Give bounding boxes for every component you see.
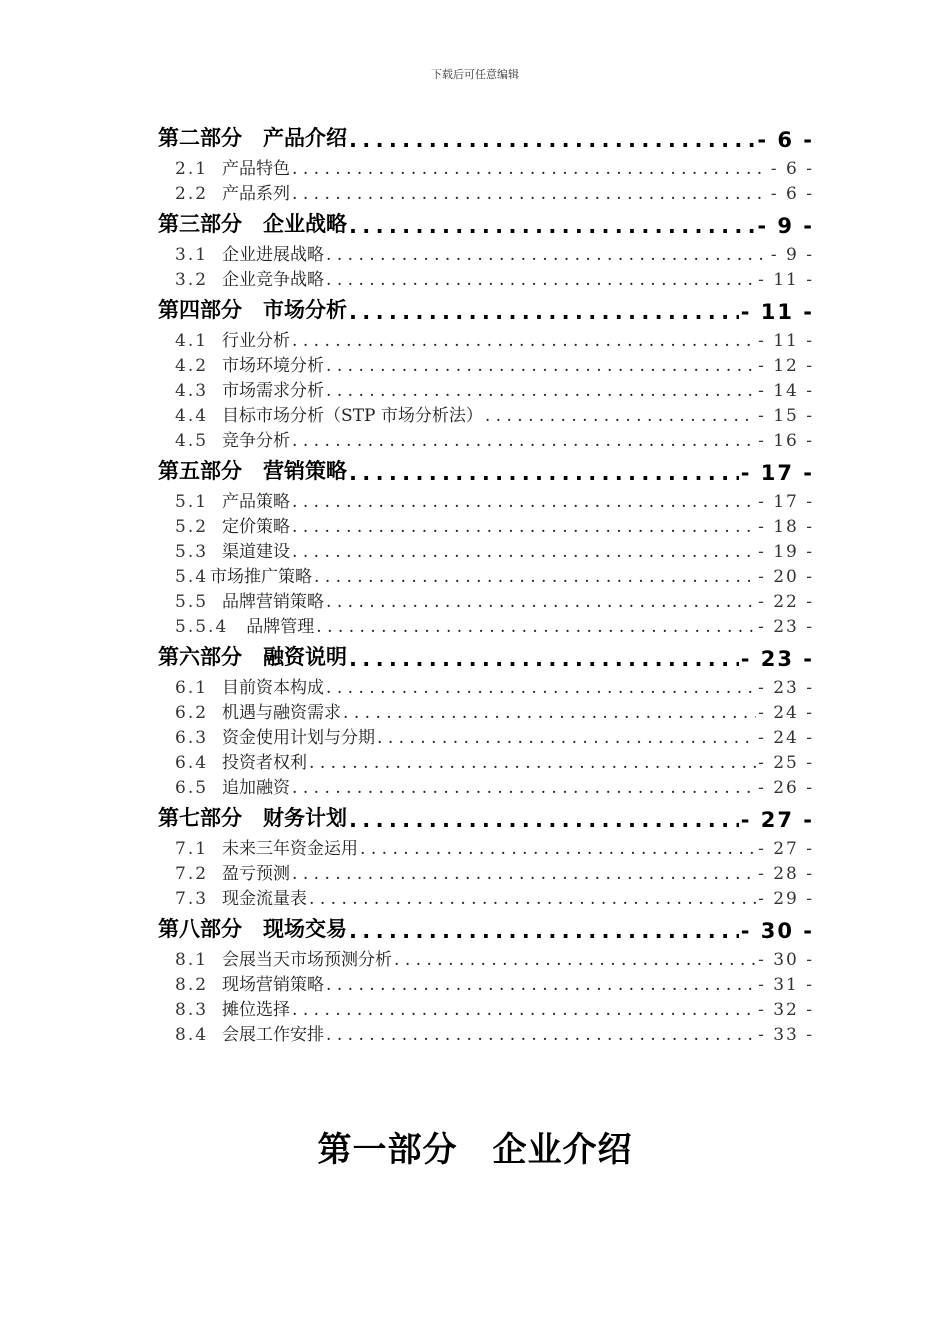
toc-entry-label	[175, 1020, 324, 1045]
toc-part-entry[interactable]	[158, 451, 814, 485]
toc-entry-label	[158, 802, 347, 832]
toc-section-number: 4.5	[175, 431, 209, 451]
toc-section-number: 6.5	[175, 778, 209, 798]
toc-dot-leader	[292, 864, 756, 884]
toc-section-entry[interactable]	[158, 587, 814, 612]
toc-entry-label	[175, 859, 290, 884]
toc-section-entry[interactable]	[158, 970, 814, 995]
toc-part-entry[interactable]	[158, 909, 814, 943]
toc-entry-title: 未来三年资金运用	[222, 839, 359, 859]
toc-section-entry[interactable]	[158, 562, 814, 587]
toc-entry-title: 盈亏预测	[222, 864, 291, 884]
toc-entry-title: 第七部分 财务计划	[158, 806, 347, 830]
toc-entry-label	[175, 698, 341, 723]
toc-section-entry[interactable]	[158, 673, 814, 698]
toc-dot-leader	[326, 356, 756, 376]
toc-entry-title: 渠道建设	[222, 542, 291, 562]
toc-dot-leader	[309, 753, 756, 773]
toc-page-number: - 11 -	[758, 270, 814, 290]
toc-entry-label	[175, 326, 290, 351]
toc-entry-title: 会展当天市场预测分析	[222, 950, 393, 970]
toc-entry-title: 竞争分析	[222, 431, 291, 451]
toc-section-number: 5.3	[175, 542, 209, 562]
toc-section-number: 2.1	[175, 159, 209, 179]
toc-section-entry[interactable]	[158, 179, 814, 204]
toc-page-number: - 15 -	[758, 406, 814, 426]
toc-entry-label	[175, 673, 324, 698]
toc-section-entry[interactable]	[158, 537, 814, 562]
toc-entry-label	[175, 773, 290, 798]
toc-entry-label	[175, 154, 290, 179]
toc-section-entry[interactable]	[158, 698, 814, 723]
toc-entry-title: 第三部分 企业战略	[158, 212, 347, 236]
toc-dot-leader	[314, 567, 756, 587]
toc-section-entry[interactable]	[158, 240, 814, 265]
toc-section-number: 8.4	[175, 1025, 209, 1045]
toc-entry-label	[158, 455, 347, 485]
toc-page-number: - 23 -	[740, 647, 814, 671]
toc-entry-title: 目标市场分析（STP 市场分析法）	[222, 406, 483, 426]
toc-page-number: - 20 -	[758, 567, 814, 587]
toc-page-number: - 18 -	[758, 517, 814, 537]
toc-page-number: - 29 -	[758, 889, 814, 909]
toc-dot-leader	[349, 300, 739, 324]
toc-part-entry[interactable]	[158, 204, 814, 238]
toc-section-entry[interactable]	[158, 326, 814, 351]
toc-section-entry[interactable]	[158, 376, 814, 401]
toc-entry-label	[175, 587, 324, 612]
toc-entry-title: 品牌管理	[246, 617, 315, 637]
toc-dot-leader	[292, 431, 756, 451]
toc-dot-leader	[316, 617, 756, 637]
toc-section-entry[interactable]	[158, 265, 814, 290]
toc-entry-label	[175, 487, 290, 512]
toc-part-entry[interactable]	[158, 290, 814, 324]
toc-entry-title: 现金流量表	[222, 889, 308, 909]
toc-section-entry[interactable]	[158, 1020, 814, 1045]
toc-entry-label	[158, 122, 347, 152]
toc-dot-leader	[343, 703, 756, 723]
toc-section-entry[interactable]	[158, 834, 814, 859]
toc-page-number: - 19 -	[758, 542, 814, 562]
toc-dot-leader	[349, 647, 739, 671]
chapter-title: 第一部分 企业介绍	[317, 1130, 633, 1170]
toc-page-number: - 11 -	[740, 300, 814, 324]
toc-dot-leader	[326, 592, 756, 612]
toc-section-number: 3.2	[175, 270, 209, 290]
toc-entry-title: 第六部分 融资说明	[158, 645, 347, 669]
toc-dot-leader	[377, 728, 756, 748]
toc-dot-leader	[360, 839, 756, 859]
toc-section-entry[interactable]	[158, 995, 814, 1020]
toc-entry-title: 第五部分 营销策略	[158, 459, 347, 483]
toc-entry-label	[175, 240, 324, 265]
toc-dot-leader	[326, 678, 756, 698]
toc-entry-label	[158, 641, 347, 671]
toc-entry-label	[175, 834, 358, 859]
toc-page-number: - 9 -	[757, 214, 814, 238]
toc-section-number: 4.2	[175, 356, 209, 376]
toc-dot-leader	[326, 381, 756, 401]
toc-section-entry[interactable]	[158, 723, 814, 748]
toc-page-number: - 24 -	[758, 728, 814, 748]
toc-page-number: - 17 -	[740, 461, 814, 485]
toc-page-number: - 28 -	[758, 864, 814, 884]
toc-section-entry[interactable]	[158, 426, 814, 451]
toc-entry-title: 追加融资	[222, 778, 291, 798]
toc-entry-label	[175, 179, 290, 204]
toc-section-number: 6.2	[175, 703, 209, 723]
toc-entry-title: 市场环境分析	[222, 356, 325, 376]
toc-entry-title: 市场推广策略	[210, 567, 313, 587]
toc-section-number: 5.4	[175, 567, 209, 587]
toc-page-number: - 12 -	[758, 356, 814, 376]
toc-section-number: 5.1	[175, 492, 209, 512]
toc-dot-leader	[292, 517, 756, 537]
toc-section-entry[interactable]	[158, 487, 814, 512]
toc-page-number: - 14 -	[758, 381, 814, 401]
toc-entry-title: 第四部分 市场分析	[158, 298, 347, 322]
toc-dot-leader	[326, 270, 756, 290]
toc-entry-title: 目前资本构成	[222, 678, 325, 698]
toc-entry-label	[175, 401, 483, 426]
toc-dot-leader	[292, 1000, 756, 1020]
toc-section-number: 3.1	[175, 245, 209, 265]
toc-entry-label	[175, 537, 290, 562]
toc-page-number: - 11 -	[758, 331, 814, 351]
toc-section-number: 4.1	[175, 331, 209, 351]
toc-section-number: 5.5.4	[175, 617, 229, 637]
toc-page-number: - 6 -	[757, 128, 814, 152]
toc-dot-leader	[326, 1025, 756, 1045]
toc-entry-label	[175, 562, 312, 587]
toc-section-entry[interactable]	[158, 512, 814, 537]
toc-entry-label	[175, 512, 290, 537]
toc-dot-leader	[349, 128, 755, 152]
toc-page-number: - 24 -	[758, 703, 814, 723]
toc-page-number: - 16 -	[758, 431, 814, 451]
toc-section-entry[interactable]	[158, 748, 814, 773]
toc-entry-label	[175, 351, 324, 376]
toc-page-number: - 31 -	[758, 975, 814, 995]
toc-entry-label	[175, 884, 307, 909]
toc-entry-title: 资金使用计划与分期	[222, 728, 376, 748]
toc-page-number: - 23 -	[758, 617, 814, 637]
toc-section-number: 6.3	[175, 728, 209, 748]
toc-entry-title: 投资者权利	[222, 753, 308, 773]
toc-entry-title: 企业进展战略	[222, 245, 325, 265]
toc-part-entry[interactable]	[158, 637, 814, 671]
toc-section-number: 7.1	[175, 839, 209, 859]
toc-entry-label	[175, 945, 392, 970]
toc-part-entry[interactable]	[158, 798, 814, 832]
toc-entry-title: 产品策略	[222, 492, 291, 512]
toc-section-number: 6.1	[175, 678, 209, 698]
toc-entry-title: 品牌营销策略	[222, 592, 325, 612]
toc-section-entry[interactable]	[158, 773, 814, 798]
toc-page-number: - 6 -	[770, 159, 814, 179]
toc-page-number: - 27 -	[740, 808, 814, 832]
toc-entry-title: 第八部分 现场交易	[158, 917, 347, 941]
toc-entry-title: 企业竞争战略	[222, 270, 325, 290]
toc-dot-leader	[394, 950, 756, 970]
toc-section-number: 4.4	[175, 406, 209, 426]
toc-entry-title: 第二部分 产品介绍	[158, 126, 347, 150]
toc-dot-leader	[309, 889, 756, 909]
toc-dot-leader	[292, 159, 769, 179]
toc-section-number: 8.2	[175, 975, 209, 995]
toc-entry-label	[175, 265, 324, 290]
toc-section-number: 7.3	[175, 889, 209, 909]
toc-page-number: - 32 -	[758, 1000, 814, 1020]
toc-entry-label	[158, 913, 347, 943]
toc-section-number: 5.5	[175, 592, 209, 612]
toc-dot-leader	[292, 184, 769, 204]
toc-entry-label	[158, 294, 347, 324]
toc-dot-leader	[292, 778, 756, 798]
toc-dot-leader	[292, 492, 756, 512]
toc-page-number: - 6 -	[770, 184, 814, 204]
toc-section-entry[interactable]	[158, 401, 814, 426]
toc-section-entry[interactable]	[158, 945, 814, 970]
toc-entry-title: 产品系列	[222, 184, 291, 204]
toc-entry-title: 机遇与融资需求	[222, 703, 342, 723]
toc-dot-leader	[326, 245, 769, 265]
toc-entry-title: 市场需求分析	[222, 381, 325, 401]
toc-part-entry[interactable]	[158, 118, 814, 152]
toc-entry-label	[175, 723, 375, 748]
toc-dot-leader	[349, 808, 739, 832]
toc-section-entry[interactable]	[158, 154, 814, 179]
toc-section-entry[interactable]	[158, 859, 814, 884]
toc-dot-leader	[292, 542, 756, 562]
toc-entry-label	[158, 208, 347, 238]
toc-section-number: 4.3	[175, 381, 209, 401]
page-header: 下载后可任意编辑	[431, 68, 519, 81]
toc-entry-title: 会展工作安排	[222, 1025, 325, 1045]
toc-entry-label	[175, 612, 314, 637]
toc-section-number: 8.3	[175, 1000, 209, 1020]
toc-dot-leader	[349, 214, 755, 238]
toc-entry-title: 定价策略	[222, 517, 291, 537]
toc-entry-label	[175, 970, 324, 995]
toc-page-number: - 26 -	[758, 778, 814, 798]
toc-entry-label	[175, 995, 290, 1020]
toc-page-number: - 9 -	[770, 245, 814, 265]
toc-section-number: 8.1	[175, 950, 209, 970]
toc-dot-leader	[349, 461, 739, 485]
toc-section-entry[interactable]	[158, 351, 814, 376]
toc-entry-title: 现场营销策略	[222, 975, 325, 995]
toc-section-entry[interactable]	[158, 612, 814, 637]
toc-page-number: - 23 -	[758, 678, 814, 698]
toc-page-number: - 30 -	[740, 919, 814, 943]
toc-section-number: 7.2	[175, 864, 209, 884]
toc-section-entry[interactable]	[158, 884, 814, 909]
toc-entry-title: 摊位选择	[222, 1000, 291, 1020]
toc-entry-title: 产品特色	[222, 159, 291, 179]
toc-page-number: - 17 -	[758, 492, 814, 512]
toc-section-number: 5.2	[175, 517, 209, 537]
toc-entry-label	[175, 748, 307, 773]
toc-page-number: - 30 -	[758, 950, 814, 970]
toc-page-number: - 27 -	[758, 839, 814, 859]
toc-page-number: - 22 -	[758, 592, 814, 612]
toc-dot-leader	[485, 406, 756, 426]
toc-section-number: 6.4	[175, 753, 209, 773]
toc-entry-title: 行业分析	[222, 331, 291, 351]
toc-page-number: - 33 -	[758, 1025, 814, 1045]
toc-entry-label	[175, 426, 290, 451]
toc-entry-label	[175, 376, 324, 401]
toc-dot-leader	[326, 975, 756, 995]
toc-dot-leader	[349, 919, 739, 943]
toc-dot-leader	[292, 331, 756, 351]
toc-page-number: - 25 -	[758, 753, 814, 773]
toc-section-number: 2.2	[175, 184, 209, 204]
table-of-contents	[158, 118, 814, 1045]
